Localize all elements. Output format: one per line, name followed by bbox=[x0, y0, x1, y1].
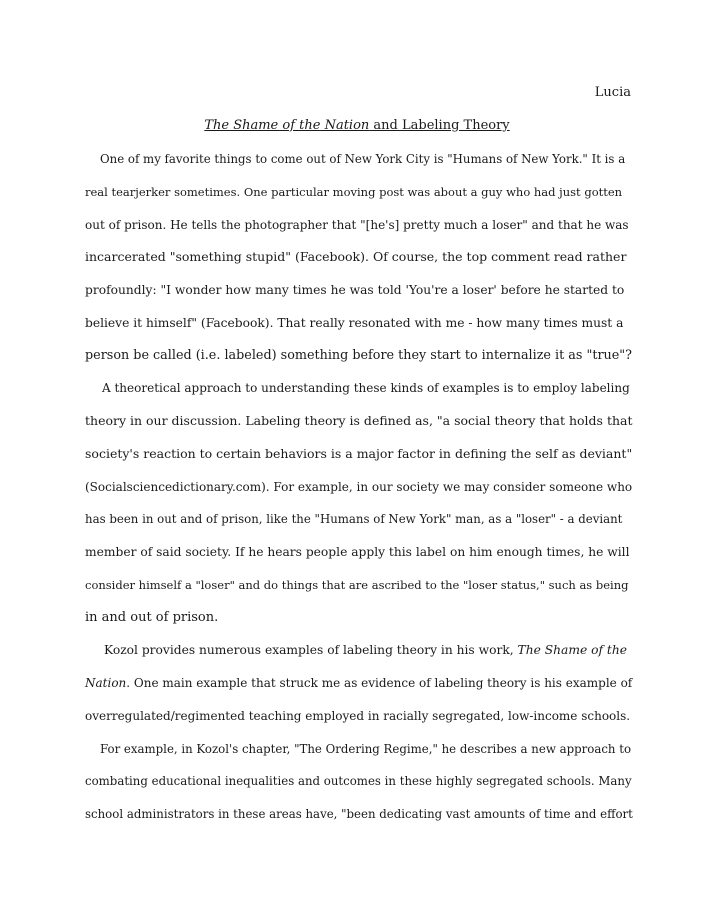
paragraph-line bbox=[85, 674, 633, 707]
paragraph-line: incarcerated "something stupid" (Facebook). Of course, the top comment read rather bbox=[85, 249, 627, 265]
paragraph-line: For example, in Kozol's chapter, "The Ordering Regime," he describes a new approach to bbox=[100, 741, 632, 756]
paragraph-line: in and out of prison. bbox=[85, 609, 219, 625]
paragraph-line: consider himself a "loser" and do things that are ascribed to the "loser status," such as being bbox=[85, 577, 629, 592]
paragraph-line: real tearjerker sometimes. One particular moving post was about a guy who had just gotten bbox=[85, 184, 623, 199]
line-text: . One main example that struck me as evidence of labeling theory is his example of bbox=[126, 676, 633, 690]
essay-body bbox=[85, 150, 633, 838]
title-rest: and Labeling Theory bbox=[369, 118, 510, 133]
paragraph-line: One of my favorite things to come out of New York City is "Humans of New York." It is a bbox=[100, 152, 626, 166]
line-text: Kozol provides numerous examples of labeling theory in his work, bbox=[104, 643, 518, 658]
book-title-italic: The Shame of the bbox=[517, 643, 627, 658]
paragraph-line: (Socialsciencedictionary.com). For example, in our society we may consider someone who bbox=[85, 479, 633, 494]
paragraph-line bbox=[85, 641, 633, 674]
paragraph-line: A theoretical approach to understanding these kinds of examples is to employ labeling bbox=[102, 381, 630, 396]
book-title-italic: Nation bbox=[85, 676, 127, 690]
title-book-name: The Shame of the Nation bbox=[204, 118, 370, 133]
paragraph-line: combating educational inequalities and outcomes in these highly segregated schools. Many bbox=[85, 774, 632, 789]
author-header: Lucia bbox=[594, 85, 631, 100]
paragraph-line: theory in our discussion. Labeling theory is defined as, "a social theory that holds that bbox=[85, 413, 633, 428]
paragraph-line: profoundly: "I wonder how many times he was told 'You're a loser' before he started to bbox=[85, 283, 625, 297]
paragraph-line: school administrators in these areas have, "been dedicating vast amounts of time and effort bbox=[85, 807, 633, 821]
paragraph-line: member of said society. If he hears people apply this label on him enough times, he will bbox=[85, 545, 630, 559]
essay-title bbox=[0, 117, 714, 135]
paragraph-line: person be called (i.e. labeled) something before they start to internalize it as "true"? bbox=[85, 347, 633, 363]
paragraph-line: society's reaction to certain behaviors is a major factor in defining the self as deviant" bbox=[85, 445, 633, 461]
paragraph-line: has been in out and of prison, like the "Humans of New York" man, as a "loser" - a deviant bbox=[85, 512, 623, 527]
paragraph-line: believe it himself" (Facebook). That really resonated with me - how many times must a bbox=[85, 315, 624, 330]
paragraph-line: out of prison. He tells the photographer that "[he's] pretty much a loser" and that he was bbox=[85, 217, 629, 232]
paragraph-line: overregulated/regimented teaching employed in racially segregated, low-income schools. bbox=[85, 708, 631, 723]
